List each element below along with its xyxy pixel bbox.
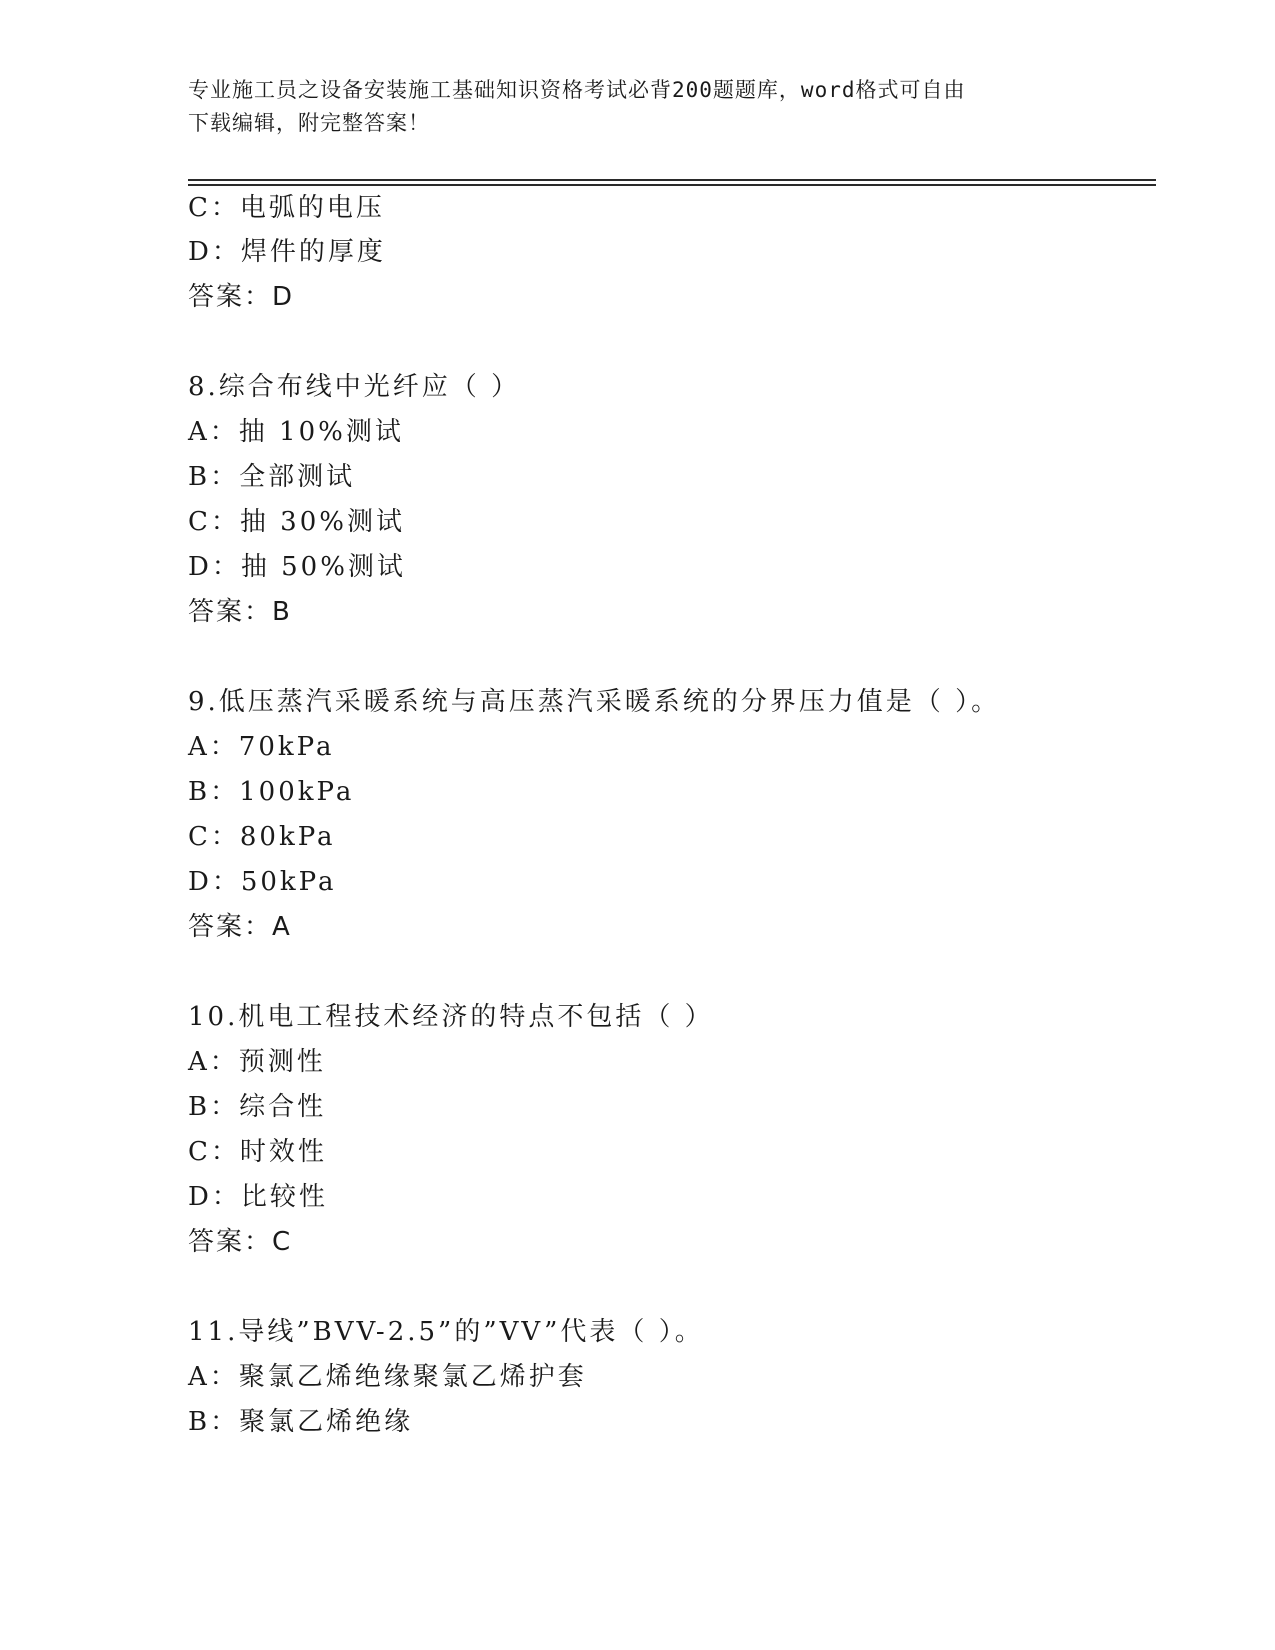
document-header [188, 74, 1068, 140]
option-d: D：抽 50%测试 [188, 552, 406, 582]
answer: 答案：D [188, 282, 295, 312]
option-c: C：80kPa [188, 822, 336, 852]
option-a: A：抽 10%测试 [188, 417, 404, 447]
option-a: A：聚氯乙烯绝缘聚氯乙烯护套 [188, 1362, 587, 1392]
option-d: D：焊件的厚度 [188, 237, 386, 267]
option-a: A：预测性 [188, 1047, 326, 1077]
question-title: 11.导线”BVV-2.5”的”VV”代表（ ）。 [188, 1317, 704, 1347]
option-c: C：时效性 [188, 1137, 327, 1167]
question-title: 10.机电工程技术经济的特点不包括（ ） [188, 1002, 714, 1032]
answer: 答案：B [188, 597, 292, 627]
question-title: 8.综合布线中光纤应（ ） [188, 372, 521, 402]
header-divider-bottom [188, 184, 1156, 186]
option-b: B：综合性 [188, 1092, 327, 1122]
option-c: C：抽 30%测试 [188, 507, 405, 537]
option-b: B：100kPa [188, 777, 355, 807]
option-a: A：70kPa [188, 732, 335, 762]
question-title: 9.低压蒸汽采暖系统与高压蒸汽采暖系统的分界压力值是（ ）。 [188, 687, 1001, 717]
header-line-2: 下载编辑，附完整答案！ [188, 111, 430, 135]
option-c: C：电弧的电压 [188, 193, 385, 223]
header-divider-top [188, 179, 1156, 181]
option-d: D：比较性 [188, 1182, 328, 1212]
header-line-1: 专业施工员之设备安装施工基础知识资格考试必背200题题库，word格式可自由 [188, 78, 966, 102]
answer: 答案：A [188, 912, 292, 942]
option-d: D：50kPa [188, 867, 337, 897]
option-b: B：聚氯乙烯绝缘 [188, 1407, 414, 1437]
answer: 答案：C [188, 1227, 293, 1257]
option-b: B：全部测试 [188, 462, 356, 492]
